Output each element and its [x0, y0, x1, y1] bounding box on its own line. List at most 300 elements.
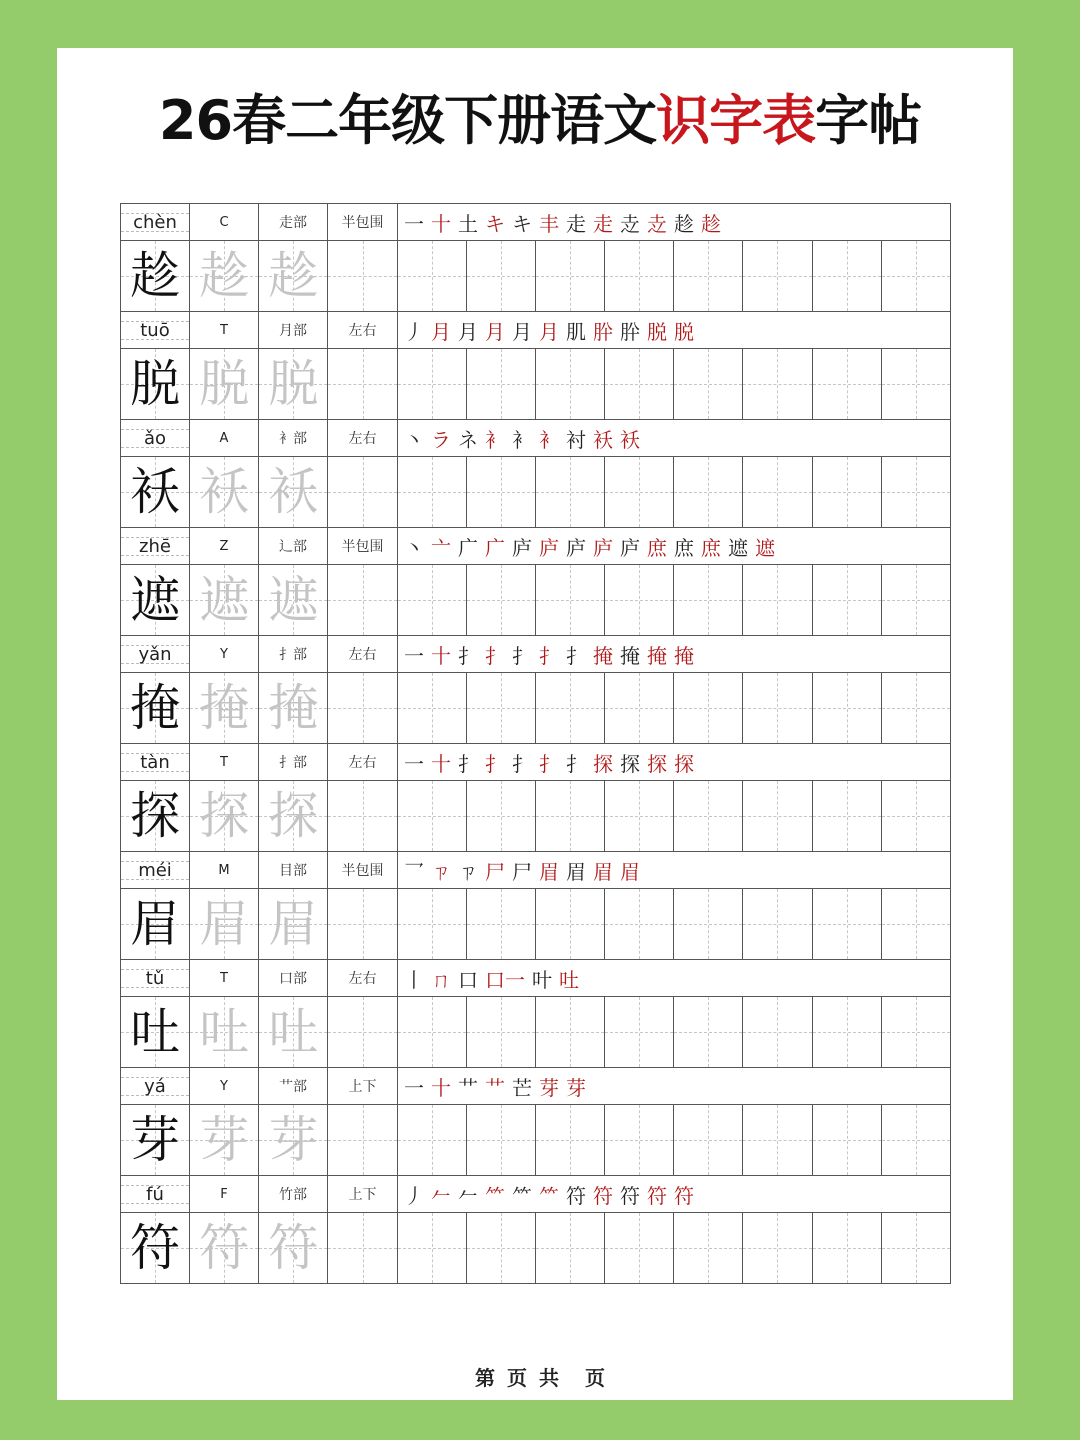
initial-letter-cell-text: M [218, 862, 230, 878]
stroke-step: 𠂉 [431, 1183, 451, 1208]
empty-writing-box[interactable] [813, 349, 882, 419]
empty-writing-box[interactable] [328, 889, 397, 959]
empty-writing-box[interactable] [813, 1213, 882, 1283]
trace-character-box [190, 889, 259, 959]
pinyin-cell-text: fú [146, 1183, 164, 1205]
initial-letter-cell-text: A [219, 430, 229, 446]
trace-character: 芽 [268, 1111, 319, 1169]
empty-writing-box[interactable] [536, 889, 605, 959]
empty-writing-box[interactable] [467, 457, 536, 527]
empty-writing-box[interactable] [536, 673, 605, 743]
stroke-step: 肌 [566, 319, 586, 344]
trace-character-box [259, 349, 328, 419]
empty-writing-box[interactable] [813, 889, 882, 959]
stroke-step: 丰 [539, 211, 559, 236]
stroke-step: 庐 [566, 535, 586, 560]
initial-letter-cell-text: Y [220, 1078, 228, 1094]
stroke-step: 一 [404, 211, 424, 236]
empty-writing-box[interactable] [605, 997, 674, 1067]
stroke-step: 月 [512, 319, 532, 344]
entry-info-row [121, 1068, 951, 1105]
empty-writing-box[interactable] [674, 1213, 743, 1283]
model-character: 遮 [130, 571, 181, 629]
stroke-order-cell [398, 852, 951, 888]
model-character: 探 [130, 787, 181, 845]
character-entry [121, 852, 951, 960]
stroke-step: 丶 [404, 535, 424, 560]
stroke-step: 口一 [485, 967, 525, 992]
model-character: 眉 [130, 895, 181, 953]
stroke-order-cell [398, 312, 951, 348]
structure-cell [328, 204, 398, 240]
stroke-step: 叶 [532, 967, 552, 992]
stroke-step: 肸 [593, 319, 613, 344]
pinyin-cell-text: yǎn [138, 643, 172, 665]
empty-writing-box[interactable] [398, 349, 467, 419]
writing-boxes-row [121, 673, 951, 744]
structure-cell-text: 左右 [348, 647, 377, 663]
character-entry [121, 528, 951, 636]
empty-writing-box[interactable] [328, 241, 397, 311]
pinyin-cell [121, 420, 190, 456]
initial-letter-cell-text: T [220, 970, 228, 986]
empty-writing-box[interactable] [882, 673, 951, 743]
stroke-order-cell [398, 1068, 951, 1104]
stroke-step: 扌 [458, 751, 478, 776]
writing-boxes-row [121, 889, 951, 960]
empty-writing-box[interactable] [882, 889, 951, 959]
pinyin-cell-text: tuō [140, 319, 170, 341]
empty-writing-box[interactable] [398, 241, 467, 311]
empty-writing-box[interactable] [674, 889, 743, 959]
entry-info-row [121, 528, 951, 565]
pinyin-cell [121, 852, 190, 888]
initial-letter-cell-text: F [220, 1186, 228, 1202]
stroke-step: ㄇ [431, 967, 451, 992]
trace-character: 袄 [199, 463, 250, 521]
stroke-step: 扌 [485, 643, 505, 668]
stroke-step: 脱 [674, 319, 694, 344]
empty-writing-box[interactable] [605, 673, 674, 743]
structure-cell [328, 744, 398, 780]
stroke-step: 扌 [566, 751, 586, 776]
initial-letter-cell [190, 744, 259, 780]
stroke-step: 衤 [539, 427, 559, 452]
entry-info-row [121, 204, 951, 241]
entry-info-row [121, 312, 951, 349]
empty-writing-box[interactable] [398, 1213, 467, 1283]
stroke-order-cell [398, 960, 951, 996]
pinyin-cell [121, 528, 190, 564]
stroke-step: キ [485, 211, 505, 236]
empty-writing-box[interactable] [882, 781, 951, 851]
stroke-step: 口 [458, 967, 478, 992]
stroke-step: 芽 [539, 1075, 559, 1100]
page-footer [0, 1362, 1080, 1391]
stroke-step: 眉 [593, 859, 613, 884]
stroke-step: キ [512, 211, 532, 236]
radical-cell-text: 衤部 [279, 431, 307, 447]
practice-grid [120, 203, 951, 1284]
radical-cell [259, 1068, 328, 1104]
entry-info-row [121, 1176, 951, 1213]
stroke-step: 吐 [559, 967, 579, 992]
pinyin-cell-text: tǔ [145, 967, 165, 989]
structure-cell [328, 960, 398, 996]
structure-cell [328, 1176, 398, 1212]
empty-writing-box[interactable] [674, 1105, 743, 1175]
trace-character-box [190, 1213, 259, 1283]
stroke-step: 庐 [539, 535, 559, 560]
stroke-step: 芒 [512, 1075, 532, 1100]
empty-writing-box[interactable] [882, 565, 951, 635]
stroke-step: 艹 [485, 1075, 505, 1100]
empty-writing-box[interactable] [813, 997, 882, 1067]
title-suffix: 字帖 [815, 89, 922, 152]
stroke-step: 扌 [458, 643, 478, 668]
stroke-step: 眉 [620, 859, 640, 884]
empty-writing-box[interactable] [813, 781, 882, 851]
initial-letter-cell-text: T [220, 322, 228, 338]
model-character: 脱 [130, 355, 181, 413]
trace-character: 遮 [268, 571, 319, 629]
empty-writing-box[interactable] [674, 349, 743, 419]
writing-boxes-row [121, 1105, 951, 1176]
empty-writing-box[interactable] [674, 241, 743, 311]
radical-cell [259, 960, 328, 996]
model-character-box [121, 1105, 190, 1175]
stroke-step: 趁 [701, 211, 721, 236]
empty-writing-box[interactable] [536, 781, 605, 851]
empty-writing-box[interactable] [882, 241, 951, 311]
stroke-step: 十 [431, 751, 451, 776]
empty-writing-box[interactable] [398, 457, 467, 527]
stroke-step: 探 [647, 751, 667, 776]
stroke-step: ㄗ [458, 859, 478, 884]
model-character-box [121, 457, 190, 527]
stroke-step: ラ [431, 427, 451, 452]
writing-boxes-row [121, 457, 951, 528]
character-entry [121, 204, 951, 312]
empty-writing-box[interactable] [398, 997, 467, 1067]
stroke-order-cell [398, 1176, 951, 1212]
empty-writing-box[interactable] [605, 349, 674, 419]
empty-writing-box[interactable] [536, 1105, 605, 1175]
trace-character-box [190, 241, 259, 311]
page-title [0, 86, 1080, 156]
structure-cell [328, 636, 398, 672]
stroke-step: 月 [431, 319, 451, 344]
footer-gong: 共 [539, 1366, 560, 1390]
empty-writing-box[interactable] [813, 1105, 882, 1175]
stroke-step: 扌 [539, 643, 559, 668]
stroke-step: 艹 [458, 1075, 478, 1100]
empty-writing-box[interactable] [398, 673, 467, 743]
empty-writing-box[interactable] [328, 349, 397, 419]
stroke-step: 符 [566, 1183, 586, 1208]
trace-character-box [259, 457, 328, 527]
structure-cell-text: 上下 [348, 1079, 377, 1095]
empty-writing-box[interactable] [467, 1213, 536, 1283]
empty-writing-box[interactable] [536, 457, 605, 527]
stroke-step: 符 [593, 1183, 613, 1208]
empty-writing-box[interactable] [813, 565, 882, 635]
model-character: 符 [130, 1219, 181, 1277]
stroke-step: 十 [431, 1075, 451, 1100]
empty-writing-box[interactable] [467, 565, 536, 635]
empty-writing-box[interactable] [605, 457, 674, 527]
empty-writing-box[interactable] [882, 1105, 951, 1175]
initial-letter-cell [190, 528, 259, 564]
stroke-step: 扌 [512, 751, 532, 776]
radical-cell [259, 636, 328, 672]
trace-character: 掩 [268, 679, 319, 737]
empty-writing-box[interactable] [674, 997, 743, 1067]
empty-writing-box[interactable] [605, 1105, 674, 1175]
stroke-step: 一 [404, 643, 424, 668]
stroke-step: 掩 [674, 643, 694, 668]
stroke-step: 丿 [404, 1183, 424, 1208]
stroke-step: 尸 [512, 859, 532, 884]
trace-character: 眉 [268, 895, 319, 953]
empty-writing-box[interactable] [536, 241, 605, 311]
writing-boxes-row [121, 349, 951, 420]
stroke-step: 走 [593, 211, 613, 236]
trace-character-box [190, 673, 259, 743]
empty-writing-box[interactable] [398, 1105, 467, 1175]
radical-cell [259, 420, 328, 456]
empty-writing-box[interactable] [674, 781, 743, 851]
empty-writing-box[interactable] [882, 997, 951, 1067]
empty-writing-box[interactable] [882, 349, 951, 419]
empty-writing-box[interactable] [536, 1213, 605, 1283]
empty-writing-box[interactable] [743, 889, 812, 959]
entry-info-row [121, 420, 951, 457]
stroke-order-cell [398, 528, 951, 564]
structure-cell [328, 528, 398, 564]
stroke-step: 庶 [701, 535, 721, 560]
stroke-step: 探 [620, 751, 640, 776]
pinyin-cell [121, 204, 190, 240]
stroke-step: 掩 [593, 643, 613, 668]
empty-writing-box[interactable] [743, 997, 812, 1067]
stroke-step: 脱 [647, 319, 667, 344]
empty-writing-box[interactable] [605, 565, 674, 635]
initial-letter-cell [190, 312, 259, 348]
empty-writing-box[interactable] [328, 1213, 397, 1283]
empty-writing-box[interactable] [328, 1105, 397, 1175]
character-entry [121, 312, 951, 420]
empty-writing-box[interactable] [813, 241, 882, 311]
empty-writing-box[interactable] [605, 241, 674, 311]
radical-cell-text: 月部 [279, 323, 307, 339]
stroke-order-cell [398, 744, 951, 780]
empty-writing-box[interactable] [467, 241, 536, 311]
structure-cell-text: 半包围 [341, 539, 384, 555]
stroke-step: 眉 [566, 859, 586, 884]
empty-writing-box[interactable] [674, 565, 743, 635]
empty-writing-box[interactable] [398, 565, 467, 635]
empty-writing-box[interactable] [743, 457, 812, 527]
trace-character: 吐 [268, 1003, 319, 1061]
empty-writing-box[interactable] [536, 997, 605, 1067]
empty-writing-box[interactable] [674, 457, 743, 527]
radical-cell-text: 竹部 [279, 1187, 307, 1203]
character-entry [121, 1176, 951, 1284]
empty-writing-box[interactable] [743, 241, 812, 311]
model-character: 芽 [130, 1111, 181, 1169]
entry-info-row [121, 636, 951, 673]
empty-writing-box[interactable] [328, 673, 397, 743]
empty-writing-box[interactable] [328, 997, 397, 1067]
stroke-step: 趁 [674, 211, 694, 236]
empty-writing-box[interactable] [467, 673, 536, 743]
trace-character: 脱 [199, 355, 250, 413]
pinyin-cell [121, 960, 190, 996]
structure-cell-text: 左右 [348, 431, 377, 447]
stroke-step: 月 [485, 319, 505, 344]
stroke-step: 丶 [404, 427, 424, 452]
trace-character: 探 [199, 787, 250, 845]
stroke-step: ⺮ [512, 1183, 532, 1208]
structure-cell-text: 左右 [348, 323, 377, 339]
model-character: 袄 [130, 463, 181, 521]
trace-character: 符 [268, 1219, 319, 1277]
stroke-step: 掩 [620, 643, 640, 668]
pinyin-cell [121, 312, 190, 348]
initial-letter-cell [190, 960, 259, 996]
empty-writing-box[interactable] [743, 781, 812, 851]
trace-character-box [259, 241, 328, 311]
empty-writing-box[interactable] [743, 349, 812, 419]
entry-info-row [121, 960, 951, 997]
pinyin-cell [121, 636, 190, 672]
model-character-box [121, 889, 190, 959]
empty-writing-box[interactable] [328, 781, 397, 851]
empty-writing-box[interactable] [743, 673, 812, 743]
structure-cell [328, 852, 398, 888]
empty-writing-box[interactable] [398, 781, 467, 851]
stroke-step: 土 [458, 211, 478, 236]
model-character: 吐 [130, 1003, 181, 1061]
empty-writing-box[interactable] [882, 1213, 951, 1283]
stroke-step: 芽 [566, 1075, 586, 1100]
empty-writing-box[interactable] [467, 349, 536, 419]
empty-writing-box[interactable] [605, 889, 674, 959]
structure-cell [328, 1068, 398, 1104]
trace-character-box [259, 1105, 328, 1175]
stroke-step: 扌 [485, 751, 505, 776]
stroke-step: 广 [458, 535, 478, 560]
trace-character: 脱 [268, 355, 319, 413]
stroke-step: ㄗ [431, 859, 451, 884]
stroke-step: 赱 [647, 211, 667, 236]
empty-writing-box[interactable] [743, 1105, 812, 1175]
pinyin-cell-text: tàn [140, 751, 170, 773]
empty-writing-box[interactable] [467, 781, 536, 851]
stroke-step: 庶 [674, 535, 694, 560]
stroke-step: 乛 [404, 859, 424, 884]
stroke-step: 袄 [593, 427, 613, 452]
stroke-step: 探 [674, 751, 694, 776]
pinyin-cell-text: ǎo [143, 427, 167, 449]
trace-character-box [259, 889, 328, 959]
stroke-step: 衬 [566, 427, 586, 452]
empty-writing-box[interactable] [813, 457, 882, 527]
empty-writing-box[interactable] [605, 781, 674, 851]
initial-letter-cell-text: C [219, 214, 229, 230]
empty-writing-box[interactable] [674, 673, 743, 743]
trace-character-box [190, 1105, 259, 1175]
trace-character-box [259, 781, 328, 851]
trace-character: 吐 [199, 1003, 250, 1061]
stroke-step: ネ [458, 427, 478, 452]
initial-letter-cell-text: T [220, 754, 228, 770]
model-character-box [121, 349, 190, 419]
empty-writing-box[interactable] [536, 349, 605, 419]
stroke-order-cell [398, 636, 951, 672]
stroke-step: 扌 [566, 643, 586, 668]
pinyin-cell [121, 744, 190, 780]
empty-writing-box[interactable] [882, 457, 951, 527]
radical-cell-text: 口部 [279, 971, 307, 987]
empty-writing-box[interactable] [743, 565, 812, 635]
radical-cell [259, 312, 328, 348]
stroke-step: ⺮ [485, 1183, 505, 1208]
model-character-box [121, 241, 190, 311]
empty-writing-box[interactable] [467, 889, 536, 959]
initial-letter-cell [190, 852, 259, 888]
radical-cell [259, 852, 328, 888]
model-character: 掩 [130, 679, 181, 737]
radical-cell [259, 528, 328, 564]
stroke-step: 广 [485, 535, 505, 560]
structure-cell-text: 上下 [348, 1187, 377, 1203]
stroke-step: 一 [404, 1075, 424, 1100]
stroke-step: 遮 [728, 535, 748, 560]
empty-writing-box[interactable] [398, 889, 467, 959]
pinyin-cell-text: méi [138, 859, 172, 881]
radical-cell-text: 扌部 [279, 755, 307, 771]
radical-cell-text: 辶部 [279, 539, 307, 555]
trace-character-box [190, 997, 259, 1067]
writing-boxes-row [121, 565, 951, 636]
character-entry [121, 420, 951, 528]
pinyin-cell-text: chèn [133, 211, 177, 233]
empty-writing-box[interactable] [328, 457, 397, 527]
character-entry [121, 1068, 951, 1176]
pinyin-cell-text: yá [144, 1075, 166, 1097]
initial-letter-cell [190, 1068, 259, 1104]
empty-writing-box[interactable] [467, 997, 536, 1067]
stroke-step: 一 [404, 751, 424, 776]
character-entry [121, 636, 951, 744]
empty-writing-box[interactable] [467, 1105, 536, 1175]
stroke-order-cell [398, 420, 951, 456]
empty-writing-box[interactable] [328, 565, 397, 635]
pinyin-cell-text: zhē [139, 535, 171, 557]
structure-cell [328, 312, 398, 348]
structure-cell-text: 左右 [348, 755, 377, 771]
empty-writing-box[interactable] [743, 1213, 812, 1283]
entry-info-row [121, 744, 951, 781]
stroke-step: 遮 [755, 535, 775, 560]
empty-writing-box[interactable] [536, 565, 605, 635]
empty-writing-box[interactable] [813, 673, 882, 743]
empty-writing-box[interactable] [605, 1213, 674, 1283]
trace-character-box [190, 781, 259, 851]
trace-character: 芽 [199, 1111, 250, 1169]
